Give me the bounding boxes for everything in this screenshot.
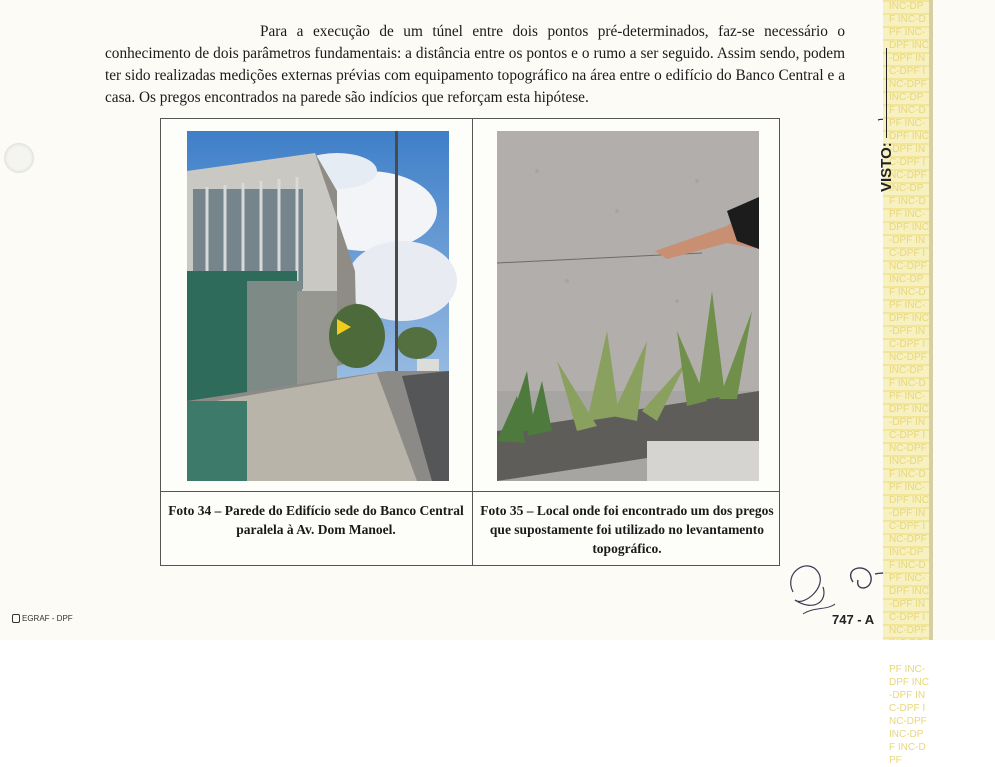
punch-hole [4, 143, 34, 173]
security-band-text: INC-DPF INC-DPF INC-DPF INC-DPF INC-DPF INC-DPF INC-DPF INC-DPF INC-DPF INC-DPF INC-DPF INC-DPF INC-DPF INC-DPF INC-DPF INC-DPF INC-DPF INC-DPF INC-DPF INC-DPF INC-DPF INC-DPF INC-DPF INC-DPF INC-DPF INC-DPF INC-DPF INC-DPF INC-DPF INC-DPF INC-DPF INC-DPF INC-DPF INC-DPF INC-DPF INC-DPF INC-DPF INC-DPF INC-DPF INC-DPF INC-DPF INC-DPF PF INC-DPF INC-DPF INC-DPF INC-DPF INC-DPF INC-DPF [889, 1, 929, 766]
page-right-border [929, 0, 933, 640]
photo-35-caption: Foto 35 – Local onde foi encontrado um dos pregos que supostamente foi utilizado no levantamento topográfico. [480, 503, 774, 556]
visto-signature-line [886, 48, 887, 138]
photo-34-image [187, 131, 449, 481]
photo-table [160, 118, 780, 566]
photo-34-caption: Foto 34 – Parede do Edifício sede do Banco Central paralela à Av. Dom Manoel. [168, 503, 464, 537]
photo-35-image [497, 131, 759, 481]
body-paragraph: Para a execução de um túnel entre dois pontos pré-determinados, faz-se necessário o conhecimento de dois parâmetros fundamentais: a distância entre os pontos e o rumo a ser seguido. Assim sendo, podem ter sido realizadas medições externas prévias com equipamento topográfico na área entre o edifício do Banco Central e a casa. Os pregos encontrados na parede são indícios que reforçam esta hipótese. [105, 23, 845, 107]
bottom-edge [0, 640, 995, 663]
table-divider-horizontal [161, 491, 779, 492]
visto-field [878, 72, 898, 192]
footer-logo [12, 614, 73, 623]
photo-35-nail-location [497, 131, 759, 481]
footer-logo-text: EGRAF - DPF [22, 614, 73, 623]
visto-label: VISTO: [878, 142, 895, 192]
photo-34-building-wall [187, 131, 449, 481]
table-divider-vertical [472, 119, 473, 565]
logo-icon [12, 614, 20, 623]
page-number: 747 - A [832, 612, 875, 627]
